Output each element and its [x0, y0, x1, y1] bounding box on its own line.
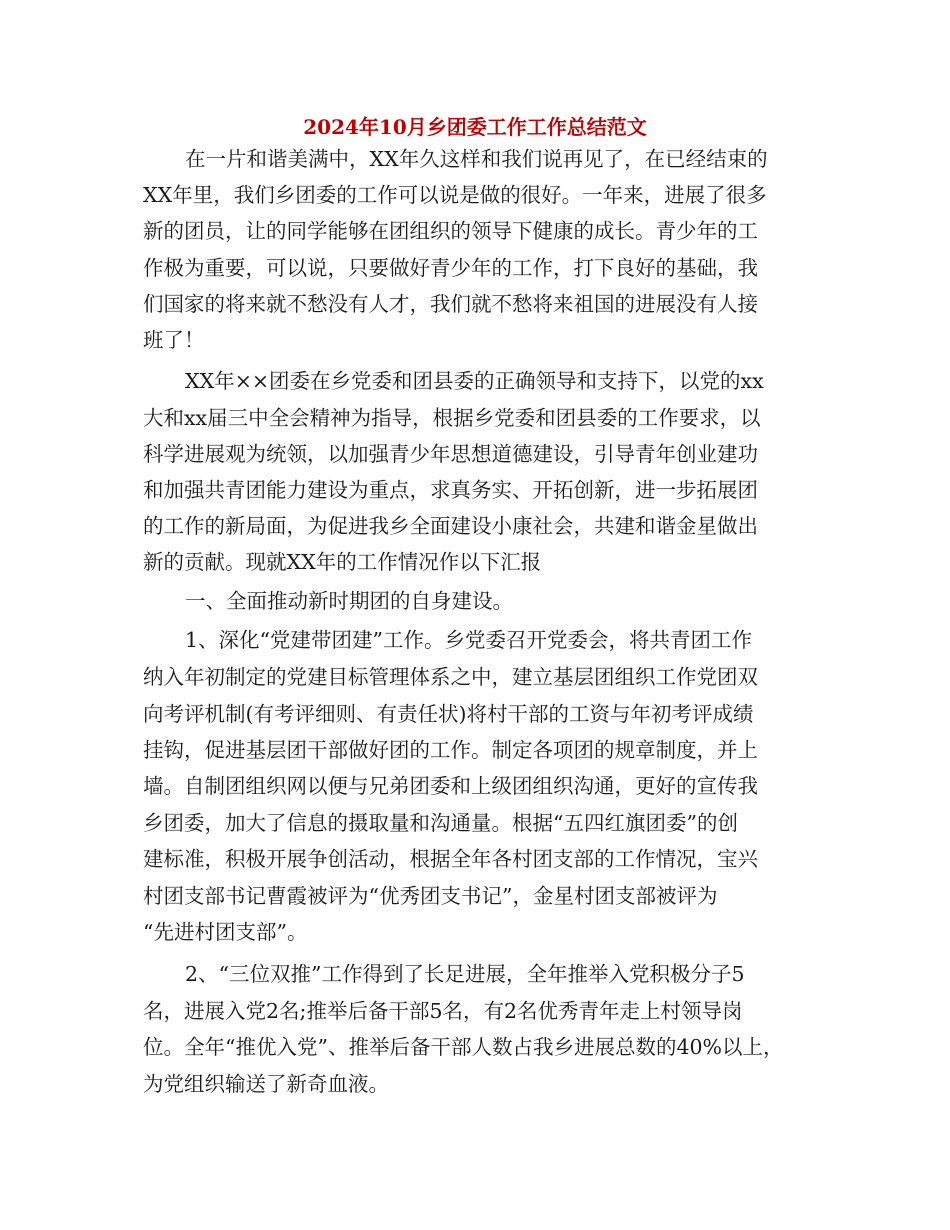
body-line: 班了！ [143, 328, 205, 352]
body-line: 建标准，积极开展争创活动，根据全年各村团支部的工作情况，宝兴 [143, 847, 758, 871]
body-line: XX年××团委在乡党委和团县委的正确领导和支持下，以党的xx [185, 369, 764, 393]
body-line: 村团支部书记曹霞被评为“优秀团支书记”，金星村团支部被评为 [143, 884, 718, 908]
body-line: 一、全面推动新时期团的自身建设。 [185, 589, 513, 613]
body-line: 作极为重要，可以说，只要做好青少年的工作，打下良好的基础，我 [143, 256, 758, 280]
body-line: 2、“三位双推”工作得到了长足进展，全年推举入党积极分子5 [185, 962, 745, 986]
body-line: 名，进展入党2名;推举后备干部5名，有2名优秀青年走上村领导岗 [143, 999, 743, 1023]
body-line: 们国家的将来就不愁没有人才，我们就不愁将来祖国的进展没有人接 [143, 292, 758, 316]
body-line: 科学进展观为统领，以加强青少年思想道德建设，引导青年创业建功 [143, 442, 758, 466]
body-line: 向考评机制(有考评细则、有责任状)将村干部的工资与年初考评成绩 [143, 702, 754, 726]
body-line: 的工作的新局面，为促进我乡全面建设小康社会，共建和谐金星做出 [143, 514, 758, 538]
body-line: “先进村团支部”。 [143, 920, 308, 944]
document-title: 2024年10月乡团委工作工作总结范文 [303, 115, 647, 139]
body-line: 1、深化“党建带团建”工作。乡党委召开党委会，将共青团工作 [185, 628, 753, 652]
body-line: 墙。自制团组织网以便与兄弟团委和上级团组织沟通，更好的宣传我 [143, 774, 758, 798]
body-line: 新的贡献。现就XX年的工作情况作以下汇报 [143, 550, 542, 574]
body-line: 大和xx届三中全会精神为指导，根据乡党委和团县委的工作要求，以 [143, 406, 761, 430]
body-line: 位。全年“推优入党”、推举后备干部人数占我乡进展总数的40%以上， [143, 1035, 784, 1059]
body-line: 纳入年初制定的党建目标管理体系之中，建立基层团组织工作党团双 [143, 665, 758, 689]
body-line: XX年里，我们乡团委的工作可以说是做的很好。一年来，进展了很多 [143, 183, 767, 207]
body-line: 在一片和谐美满中，XX年久这样和我们说再见了，在已经结束的 [185, 147, 768, 171]
body-line: 新的团员，让的同学能够在团组织的领导下健康的成长。青少年的工 [143, 219, 758, 243]
body-line: 乡团委，加大了信息的摄取量和沟通量。根据“五四红旗团委”的创 [143, 811, 738, 835]
body-line: 挂钩，促进基层团干部做好团的工作。制定各项团的规章制度，并上 [143, 738, 758, 762]
body-line: 和加强共青团能力建设为重点，求真务实、开拓创新，进一步拓展团 [143, 478, 758, 502]
body-line: 为党组织输送了新奇血液。 [143, 1072, 389, 1096]
